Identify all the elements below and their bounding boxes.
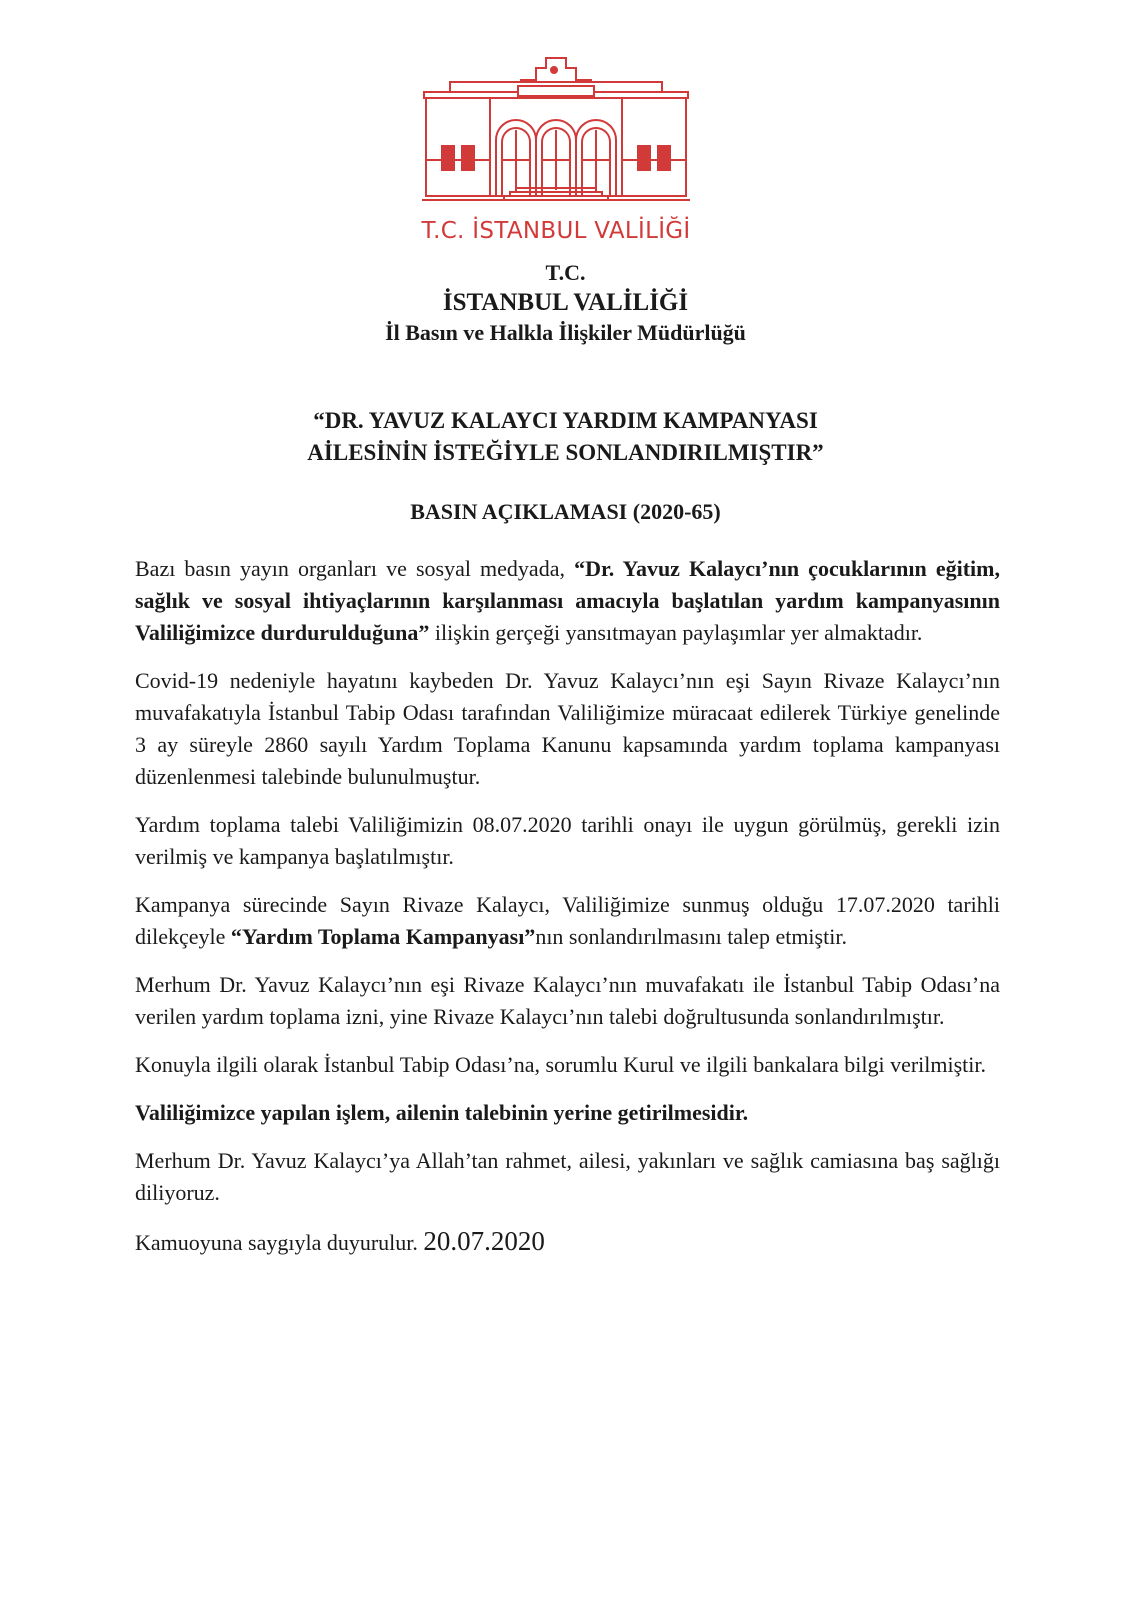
header-valilik: İSTANBUL VALİLİĞİ (442, 289, 689, 316)
document-header (0, 258, 1131, 348)
document-body (135, 553, 1000, 1275)
press-release-number: BASIN AÇIKLAMASI (2020-65) (410, 499, 721, 524)
document-title (0, 405, 1131, 469)
title-line-1: “DR. YAVUZ KALAYCI YARDIM KAMPANYASI (313, 408, 818, 433)
paragraph-2: Covid-19 nedeniyle hayatını kaybeden Dr. Yavuz Kalaycı’nın eşi Sayın Rivaze Kalaycı’nın muvafakatıyla İstanbul Tabip Odası tarafından Valiliğimize müracaat edilerek Türkiye genelinde 3 ay süreyle 2860 sayılı Yardım Toplama Kanunu kapsamında yardım toplama kampanyası düzenlenmesi talebinde bulunulmuştur. (135, 668, 1000, 789)
logo-caption: T.C. İSTANBUL VALİLİĞİ (421, 218, 691, 244)
paragraph-9: Kamuoyuna saygıyla duyurulur. 20.07.2020 (135, 1226, 545, 1256)
title-line-2: AİLESİNİN İSTEĞİYLE SONLANDIRILMIŞTIR” (307, 440, 824, 465)
paragraph-3: Yardım toplama talebi Valiliğimizin 08.07.2020 tarihli onayı ile uygun görülmüş, gerekli izin verilmiş ve kampanya başlatılmıştır. (135, 812, 1000, 869)
paragraph-1-quote: “Dr. Yavuz Kalaycı’nın çocuklarının eğitim, sağlık ve sosyal ihtiyaçlarının karşılanması amacıyla başlatılan yardım kampanyasının Valiliğimizce durdurulduğuna” (135, 556, 1001, 645)
header-department: İl Basın ve Halkla İlişkiler Müdürlüğü (385, 320, 746, 345)
header-tc: T.C. (545, 260, 586, 285)
paragraph-8: Merhum Dr. Yavuz Kalaycı’ya Allah’tan rahmet, ailesi, yakınları ve sağlık camiasına baş sağlığı diliyoruz. (135, 1148, 1000, 1205)
governorate-building-icon (420, 50, 692, 220)
release-date: 20.07.2020 (423, 1226, 545, 1256)
istanbul-valiligi-logo (420, 50, 692, 250)
paragraph-4: Kampanya sürecinde Sayın Rivaze Kalaycı, Valiliğimize sunmuş olduğu 17.07.2020 tarihli dilekçeyle “Yardım Toplama Kampanyası”nın sonlandırılmasını talep etmiştir. (135, 892, 1000, 949)
paragraph-7: Valiliğimizce yapılan işlem, ailenin talebinin yerine getirilmesidir. (135, 1100, 749, 1125)
paragraph-6: Konuyla ilgili olarak İstanbul Tabip Odası’na, sorumlu Kurul ve ilgili bankalara bilgi verilmiştir. (135, 1052, 987, 1077)
paragraph-1: Bazı basın yayın organları ve sosyal medyada, “Dr. Yavuz Kalaycı’nın çocuklarının eğitim, sağlık ve sosyal ihtiyaçlarının karşılanması amacıyla başlatılan yardım kampanyasının Valiliğimizce durdurulduğuna” ilişkin gerçeği yansıtmayan paylaşımlar yer almaktadır. (135, 556, 1001, 645)
paragraph-4-quote: “Yardım Toplama Kampanyası” (230, 924, 536, 949)
paragraph-5: Merhum Dr. Yavuz Kalaycı’nın eşi Rivaze Kalaycı’nın muvafakatı ile İstanbul Tabip Odası’na verilen yardım toplama izni, yine Rivaze Kalaycı’nın talebi doğrultusunda sonlandırılmıştır. (135, 972, 1000, 1029)
